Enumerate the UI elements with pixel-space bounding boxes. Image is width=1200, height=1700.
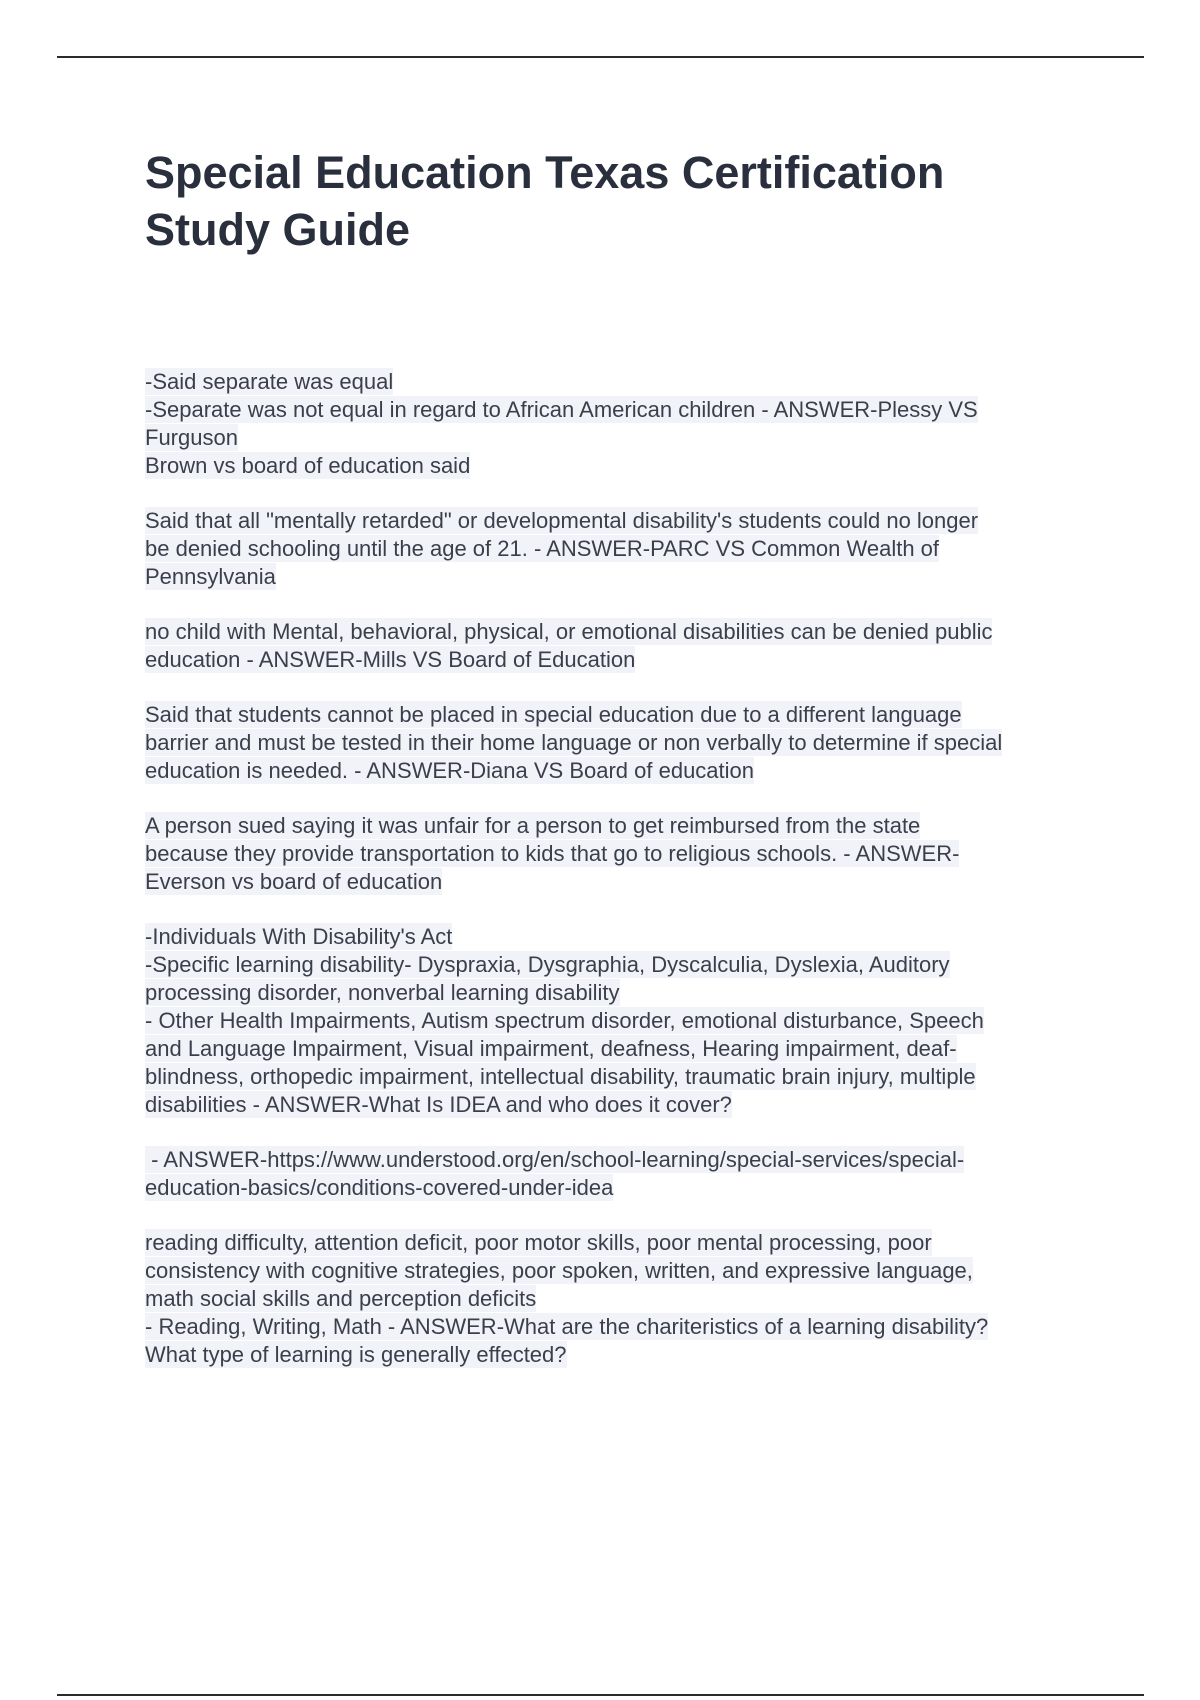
flashcard-line: blindness, orthopedic impairment, intellectual disability, traumatic brain injury, multiple [145,1064,976,1089]
flashcard-line: be denied schooling until the age of 21. - ANSWER-PARC VS Common Wealth of [145,536,940,561]
flashcard-line: -Separate was not equal in regard to African American children - ANSWER-Plessy VS [145,397,978,422]
flashcard-line: -Said separate was equal [145,369,394,394]
flashcard [145,618,1095,674]
flashcard-line: education is needed. - ANSWER-Diana VS Board of education [145,758,755,783]
flashcard [145,1229,1095,1369]
title-line: Study Guide [145,204,411,255]
flashcard [145,701,1095,785]
flashcard-line: - Reading, Writing, Math - ANSWER-What are the chariteristics of a learning disability? [145,1314,989,1339]
top-divider [57,56,1144,58]
flashcard-line: Everson vs board of education [145,869,443,894]
flashcard-line: no child with Mental, behavioral, physical, or emotional disabilities can be denied public [145,619,993,644]
flashcard-line: What type of learning is generally effected? [145,1342,567,1367]
title-line: Special Education Texas Certification [145,147,945,198]
flashcard-line: A person sued saying it was unfair for a person to get reimbursed from the state [145,813,921,838]
flashcard-line: Said that all "mentally retarded" or developmental disability's students could no longer [145,508,979,533]
flashcard-line: math social skills and perception deficits [145,1286,537,1311]
flashcard-line: processing disorder, nonverbal learning disability [145,980,620,1005]
flashcard-line: disabilities - ANSWER-What Is IDEA and who does it cover? [145,1092,732,1117]
flashcard-line: education - ANSWER-Mills VS Board of Education [145,647,636,672]
flashcard [145,812,1095,896]
flashcard [145,368,1095,480]
flashcard-line: Furguson [145,425,238,450]
page-title [145,144,1105,258]
flashcard-line: -Specific learning disability- Dyspraxia, Dysgraphia, Dyscalculia, Dyslexia, Auditory [145,952,950,977]
flashcard-line: - ANSWER-https://www.understood.org/en/school-learning/special-services/special- [145,1147,965,1172]
flashcard-line: education-basics/conditions-covered-under-idea [145,1175,614,1200]
flashcard-line: Pennsylvania [145,564,276,589]
flashcard-line: and Language Impairment, Visual impairment, deafness, Hearing impairment, deaf- [145,1036,957,1061]
flashcard [145,923,1095,1119]
flashcard-line: -Individuals With Disability's Act [145,924,453,949]
flashcard-line: consistency with cognitive strategies, poor spoken, written, and expressive language, [145,1258,973,1283]
flashcard-line: - Other Health Impairments, Autism spectrum disorder, emotional disturbance, Speech [145,1008,984,1033]
flashcard [145,507,1095,591]
flashcard-list [145,368,1095,1396]
flashcard-line: reading difficulty, attention deficit, poor motor skills, poor mental processing, poor [145,1230,932,1255]
flashcard [145,1146,1095,1202]
flashcard-line: Said that students cannot be placed in special education due to a different language [145,702,962,727]
bottom-divider [57,1694,1144,1696]
flashcard-line: because they provide transportation to kids that go to religious schools. - ANSWER- [145,841,960,866]
flashcard-line: Brown vs board of education said [145,453,471,478]
flashcard-line: barrier and must be tested in their home language or non verbally to determine if special [145,730,1003,755]
